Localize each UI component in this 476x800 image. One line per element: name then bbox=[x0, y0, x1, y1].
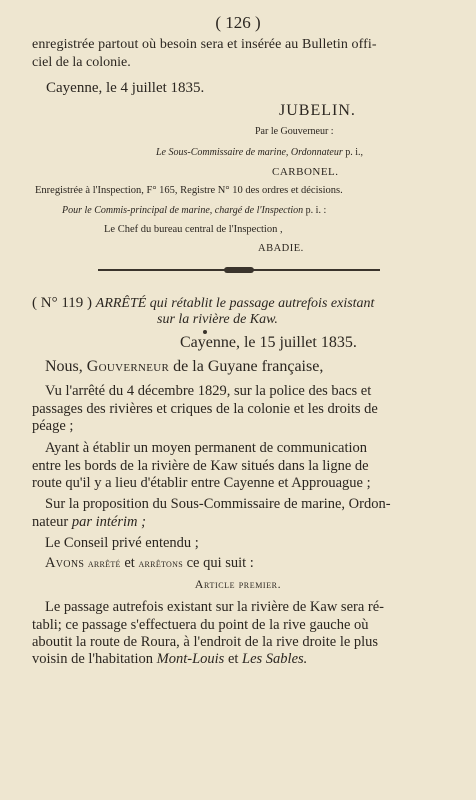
continuation-line-2: ciel de la colonie. bbox=[32, 55, 131, 70]
para2-line-1: Ayant à établir un moyen permanent de communication bbox=[45, 440, 367, 456]
countersign-role: Le Sous-Commissaire de marine, Ordonnateur bbox=[156, 147, 343, 158]
signature-governor: JUBELIN. bbox=[279, 102, 356, 119]
place-date: Cayenne, le 4 juillet 1835. bbox=[46, 80, 205, 96]
opening-colony: de la Guyane française, bbox=[173, 358, 324, 375]
para3-line-1: Sur la proposition du Sous-Commissaire de marine, Ordon- bbox=[45, 496, 391, 512]
article-les-sables: Les Sables. bbox=[242, 651, 308, 667]
par-le-gouverneur: Par le Gouverneur : bbox=[255, 126, 334, 137]
countersign-title bbox=[156, 148, 363, 158]
decree-heading-line-1 bbox=[32, 296, 374, 311]
para5-arrete: arrêté bbox=[87, 558, 121, 570]
article-line-4 bbox=[32, 652, 307, 667]
registration-line: Enregistrée à l'Inspection, F° 165, Registre N° 10 des ordres et décisions. bbox=[35, 185, 343, 196]
page-number: ( 126 ) bbox=[215, 13, 261, 32]
para1-line-1: Vu l'arrêté du 4 décembre 1829, sur la police des bacs et bbox=[45, 383, 372, 399]
countersign-suffix: p. i., bbox=[345, 147, 364, 158]
inspection-role: Pour le Commis-principal de marine, chargé de l'Inspection bbox=[62, 205, 304, 216]
article-habitation: voisin de l'habitation bbox=[32, 651, 154, 667]
inspection-suffix: p. i. : bbox=[305, 205, 327, 216]
para2-line-2: entre les bords de la rivière de Kaw situés dans la ligne de bbox=[32, 458, 369, 474]
decree-title-1: ARRÊTÉ qui rétablit le passage autrefois existant bbox=[95, 296, 375, 311]
para2-line-3: route qu'il y a lieu d'établir entre Cayenne et Approuague ; bbox=[32, 475, 371, 491]
continuation-line-1: enregistrée partout où besoin sera et insérée au Bulletin offi- bbox=[32, 37, 377, 52]
decree-opening bbox=[45, 359, 323, 375]
decree-number: ( N° 119 ) bbox=[32, 295, 93, 311]
opening-gouverneur: Gouverneur bbox=[86, 358, 170, 375]
para3-line-2 bbox=[32, 515, 146, 530]
article-heading: Article premier. bbox=[194, 577, 282, 591]
signature-abadie: ABADIE. bbox=[258, 243, 304, 254]
para5-et: et bbox=[124, 555, 135, 571]
para5-arretons: arrêtons bbox=[138, 558, 183, 570]
para3-interim: par intérim ; bbox=[71, 514, 146, 530]
signature-carbonel: CARBONEL. bbox=[272, 166, 339, 178]
article-line-3: aboutit la route de Roura, à l'endroit de la rive droite le plus bbox=[32, 634, 379, 650]
para4: Le Conseil privé entendu ; bbox=[45, 535, 199, 551]
opening-nous: Nous, bbox=[45, 358, 83, 375]
decree-date: Cayenne, le 15 juillet 1835. bbox=[180, 334, 357, 351]
para5 bbox=[45, 556, 254, 571]
article-line-1: Le passage autrefois existant sur la rivière de Kaw sera ré- bbox=[45, 599, 384, 615]
bureau-chief-line: Le Chef du bureau central de l'Inspection , bbox=[104, 224, 283, 235]
inspection-title bbox=[62, 206, 326, 216]
para5-suit: ce qui suit : bbox=[186, 555, 254, 571]
section-divider bbox=[98, 268, 380, 272]
article-line-2: tabli; ce passage s'effectuera du point de la rive gauche où bbox=[32, 617, 369, 633]
para5-avons: Avons bbox=[45, 555, 85, 571]
para1-line-3: péage ; bbox=[32, 418, 74, 434]
decree-title-2: sur la rivière de Kaw. bbox=[157, 312, 278, 327]
article-et: et bbox=[227, 651, 239, 667]
para1-line-2: passages des rivières et criques de la colonie et les droits de bbox=[32, 401, 378, 417]
article-mont-louis: Mont-Louis bbox=[156, 651, 225, 667]
para3-nateur: nateur bbox=[32, 514, 69, 530]
